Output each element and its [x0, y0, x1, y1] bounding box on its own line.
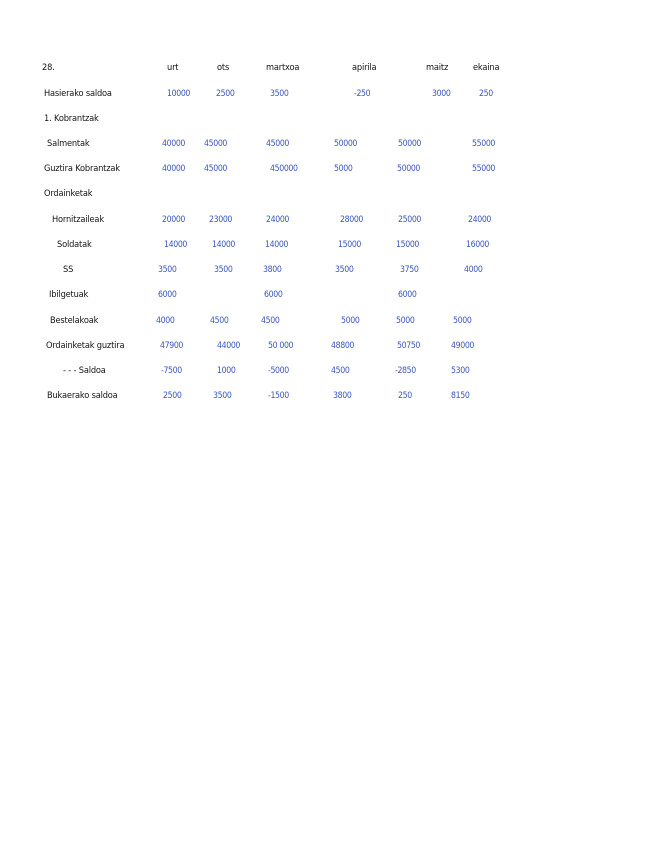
exercise-number: 28. [42, 63, 55, 73]
cell-value: 50000 [334, 139, 358, 149]
cell-value: 10000 [167, 89, 191, 99]
row-label: Ibilgetuak [49, 290, 89, 300]
cell-value: 50 000 [268, 341, 294, 351]
cell-value: 50750 [397, 341, 421, 351]
cell-value: 1000 [217, 366, 236, 376]
row-label: Hornitzaileak [52, 215, 104, 225]
month-header: ots [217, 63, 230, 73]
cell-value: 14000 [164, 240, 188, 250]
cell-value: 23000 [209, 215, 233, 225]
cell-value: 40000 [162, 164, 186, 174]
cell-value: 2500 [216, 89, 235, 99]
cell-value: 3500 [335, 265, 354, 275]
month-header: apirila [352, 63, 377, 73]
cell-value: 4500 [261, 316, 280, 326]
cell-value: 15000 [396, 240, 420, 250]
cell-value: 3500 [214, 265, 233, 275]
cell-value: 8150 [451, 391, 470, 401]
row-label: - - - Saldoa [63, 366, 106, 376]
cell-value: 250 [398, 391, 412, 401]
row-label: Bestelakoak [50, 316, 99, 326]
row-label: Bukaerako saldoa [47, 391, 118, 401]
cell-value: 45000 [204, 139, 228, 149]
cell-value: 4500 [331, 366, 350, 376]
cell-value: 15000 [338, 240, 362, 250]
cell-value: 48800 [331, 341, 355, 351]
cell-value: 20000 [162, 215, 186, 225]
cell-value: 24000 [266, 215, 290, 225]
cell-value: 55000 [472, 139, 496, 149]
cell-value: 5000 [453, 316, 472, 326]
cell-value: 3800 [333, 391, 352, 401]
cell-value: 25000 [398, 215, 422, 225]
row-label: Ordainketak guztira [46, 341, 125, 351]
cell-value: -5000 [268, 366, 289, 376]
cell-value: -250 [354, 89, 371, 99]
cell-value: 2500 [163, 391, 182, 401]
cell-value: 50000 [398, 139, 422, 149]
cell-value: 14000 [212, 240, 236, 250]
cell-value: 40000 [162, 139, 186, 149]
cell-value: 3750 [400, 265, 419, 275]
cell-value: 4500 [210, 316, 229, 326]
cell-value: 49000 [451, 341, 475, 351]
cell-value: 16000 [466, 240, 490, 250]
cell-value: 55000 [472, 164, 496, 174]
cell-value: 3000 [432, 89, 451, 99]
month-header: ekaina [473, 63, 500, 73]
cell-value: -7500 [161, 366, 182, 376]
cell-value: 44000 [217, 341, 241, 351]
cell-value: 5000 [334, 164, 353, 174]
month-header: maitz [426, 63, 449, 73]
cell-value: 47900 [160, 341, 184, 351]
month-header: urt [167, 63, 179, 73]
cell-value: 3500 [213, 391, 232, 401]
cell-value: 250 [479, 89, 493, 99]
cell-value: 5300 [451, 366, 470, 376]
row-label: Soldatak [57, 240, 92, 250]
cell-value: -1500 [268, 391, 289, 401]
cell-value: 6000 [158, 290, 177, 300]
cell-value: 14000 [265, 240, 289, 250]
cell-value: 5000 [341, 316, 360, 326]
cell-value: 450000 [270, 164, 298, 174]
cell-value: 4000 [156, 316, 175, 326]
cell-value: 3500 [158, 265, 177, 275]
row-label: Hasierako saldoa [44, 89, 112, 99]
section-heading: 1. Kobrantzak [44, 114, 99, 124]
cell-value: 5000 [396, 316, 415, 326]
section-heading: Ordainketak [44, 189, 93, 199]
row-label: Guztira Kobrantzak [44, 164, 120, 174]
cell-value: 4000 [464, 265, 483, 275]
cell-value: 3800 [263, 265, 282, 275]
cell-value: 45000 [204, 164, 228, 174]
cell-value: 6000 [398, 290, 417, 300]
cell-value: -2850 [395, 366, 416, 376]
row-label: Salmentak [47, 139, 90, 149]
row-label: SS [63, 265, 74, 275]
cell-value: 28000 [340, 215, 364, 225]
cell-value: 50000 [397, 164, 421, 174]
cell-value: 3500 [270, 89, 289, 99]
cell-value: 45000 [266, 139, 290, 149]
cell-value: 6000 [264, 290, 283, 300]
month-header: martxoa [266, 63, 300, 73]
cell-value: 24000 [468, 215, 492, 225]
